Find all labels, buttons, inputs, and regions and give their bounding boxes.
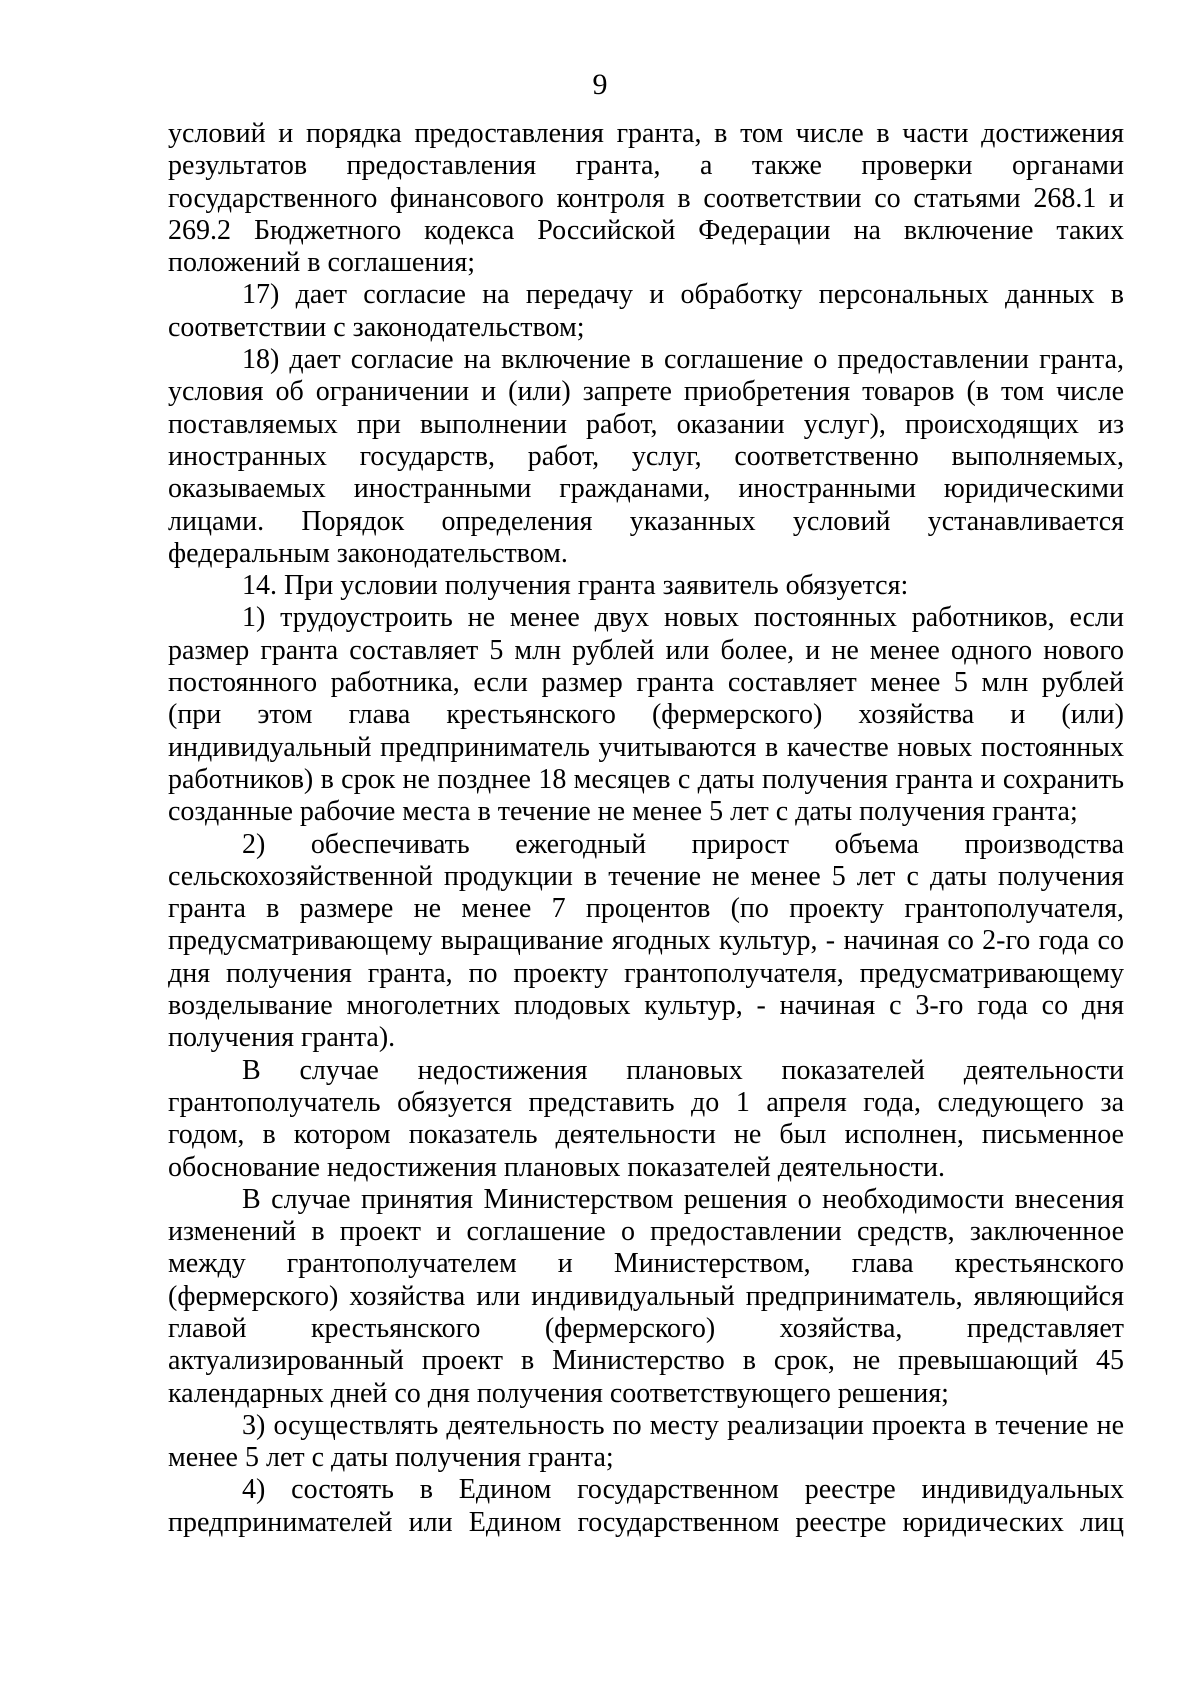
paragraph-obligation-3: 3) осуществлять деятельность по месту реализации проекта в течение не менее 5 лет с даты получения гранта; bbox=[168, 1409, 1124, 1474]
paragraph-obligation-4: 4) состоять в Едином государственном реестре индивидуальных предпринимателей или Едином государственном реестре юридических лиц bbox=[168, 1474, 1124, 1538]
paragraph-shortfall-note: В случае недостижения плановых показателей деятельности грантополучатель обязуется представить до 1 апреля года, следующего за годом, в котором показатель деятельности не был исполнен, письменное обоснование недостижения плановых показателей деятельности. bbox=[168, 1054, 1124, 1183]
paragraph-obligation-1: 1) трудоустроить не менее двух новых постоянных работников, если размер гранта составляет 5 млн рублей или более, и не менее одного нового постоянного работника, если размер гранта составляет менее 5 млн рублей (при этом глава крестьянского (фермерского) хозяйства и (или) индивидуальный предприниматель учитываются в качестве новых постоянных работников) в срок не позднее 18 месяцев с даты получения гранта и сохранить созданные рабочие места в течение не менее 5 лет с даты получения гранта; bbox=[168, 602, 1124, 828]
page-number: 9 bbox=[592, 68, 608, 101]
paragraph-project-change-note: В случае принятия Министерством решения о необходимости внесения изменений в проект и соглашение о предоставлении средств, заключенное между грантополучателем и Министерством, глава крестьянского (фермерского) хозяйства или индивидуальный предприниматель, являющийся главой крестьянского (фермерского) хозяйства, представляет актуализированный проект в Министерство в срок, не превышающий 45 календарных дней со дня получения соответствующего решения; bbox=[168, 1183, 1124, 1409]
paragraph-item-18: 18) дает согласие на включение в соглашение о предоставлении гранта, условия об ограничении и (или) запрете приобретения товаров (в том числе поставляемых при выполнении работ, оказании услуг), происходящих из иностранных государств, работ, услуг, соответственно выполняемых, оказываемых иностранными гражданами, иностранными юридическими лицами. Порядок определения указанных условий устанавливается федеральным законодательством. bbox=[168, 344, 1124, 569]
paragraph-obligation-2: 2) обеспечивать ежегодный прирост объема производства сельскохозяйственной продукции в течение не менее 5 лет с даты получения гранта в размере не менее 7 процентов (по проекту грантополучателя, предусматривающему выращивание ягодных культур, - начиная со 2-го года со дня получения гранта, по проекту грантополучателя, предусматривающему возделывание многолетних плодовых культур, - начиная с 3-го года со дня получения гранта). bbox=[168, 828, 1124, 1054]
paragraph-continuation: условий и порядка предоставления гранта, в том числе в части достижения результатов предоставления гранта, а также проверки органами государственного финансового контроля в соответствии со статьями 268.1 и 269.2 Бюджетного кодекса Российской Федерации на включение таких положений в соглашения; bbox=[168, 118, 1124, 279]
paragraph-item-17: 17) дает согласие на передачу и обработку персональных данных в соответствии с законодательством; bbox=[168, 279, 1124, 343]
document-body bbox=[168, 118, 1124, 1539]
paragraph-section-14: 14. При условии получения гранта заявитель обязуется: bbox=[242, 570, 909, 602]
